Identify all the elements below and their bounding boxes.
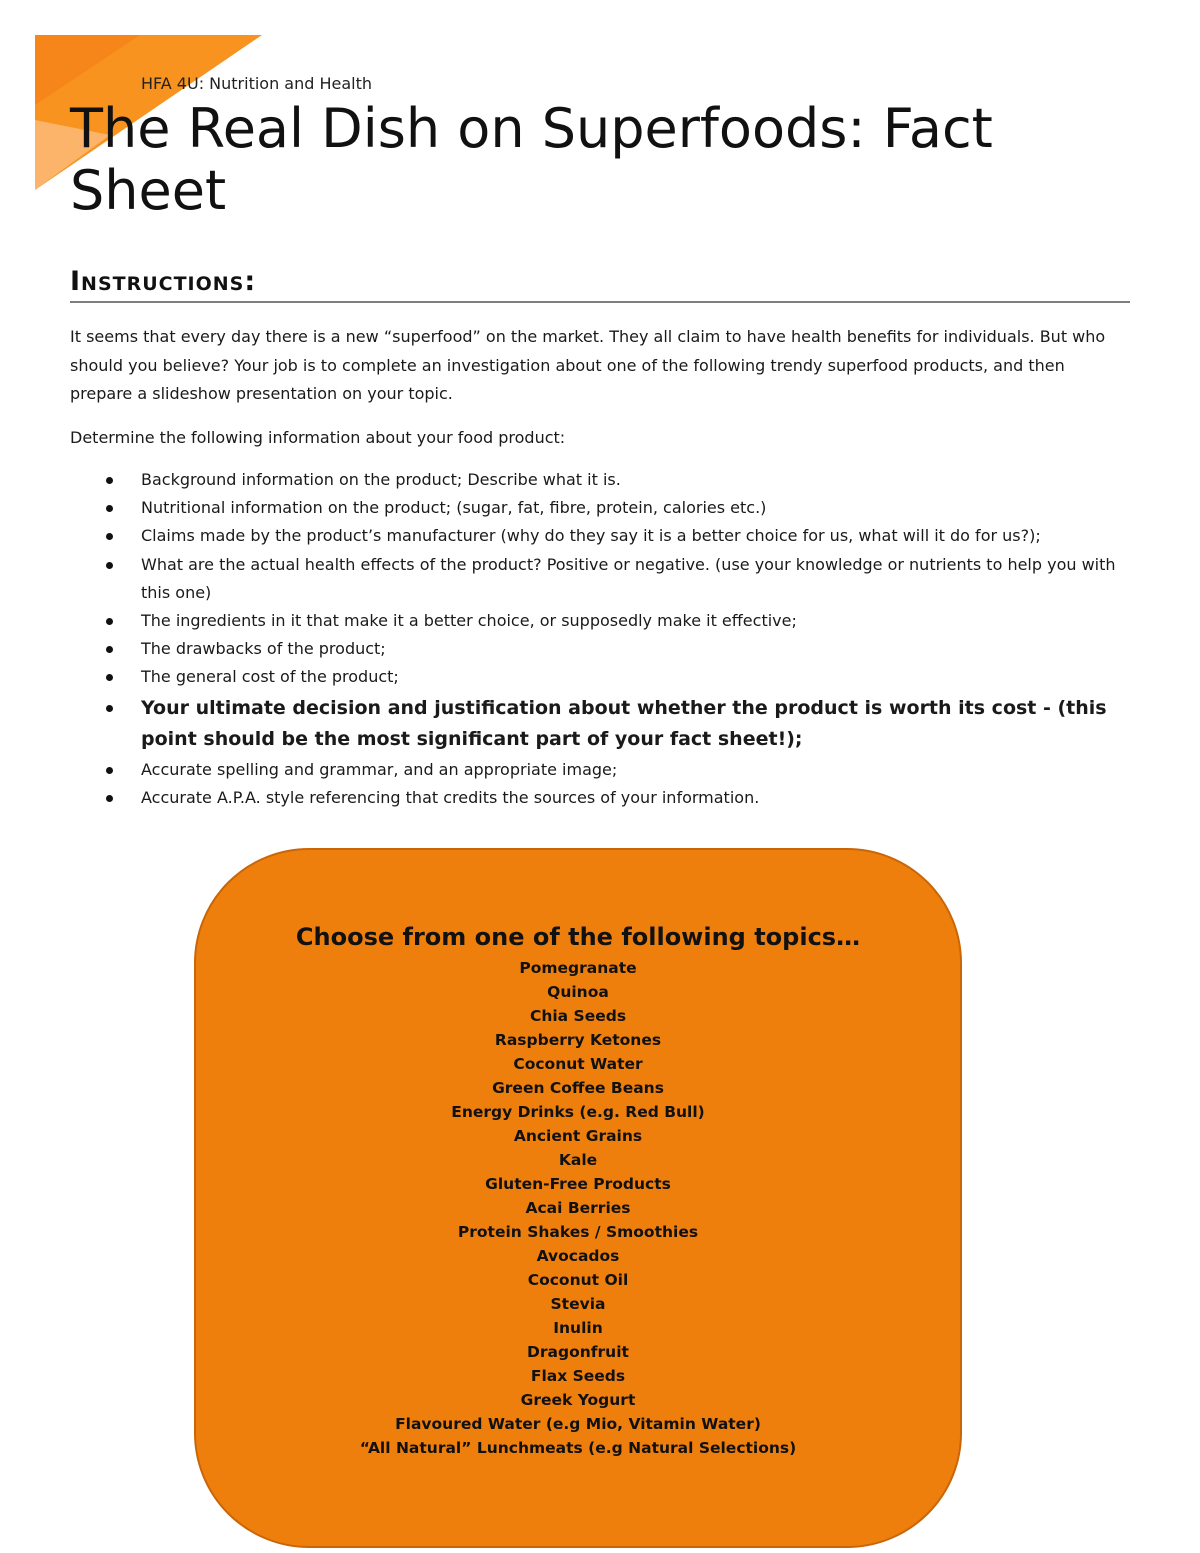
course-label: HFA 4U: Nutrition and Health	[141, 74, 373, 93]
requirements-list	[70, 466, 1130, 812]
list-item: Background information on the product; Describe what it is.	[70, 466, 1130, 494]
list-item: The ingredients in it that make it a better choice, or supposedly make it effective;	[70, 607, 1130, 635]
topic-item: Raspberry Ketones	[494, 1031, 662, 1049]
topic-item: Kale	[558, 1151, 598, 1169]
topics-list	[196, 956, 960, 1460]
topic-item: Quinoa	[547, 983, 609, 1001]
topic-item: Protein Shakes / Smoothies	[457, 1223, 699, 1241]
list-item: Accurate spelling and grammar, and an appropriate image;	[70, 756, 1130, 784]
topic-item: “All Natural” Lunchmeats (e.g Natural Selections)	[359, 1439, 797, 1457]
topic-item: Pomegranate	[519, 959, 637, 977]
topic-item: Coconut Water	[513, 1055, 643, 1073]
topic-item: Coconut Oil	[527, 1271, 629, 1289]
page-title: The Real Dish on Superfoods: Fact Sheet	[70, 97, 993, 222]
topic-item: Stevia	[550, 1295, 606, 1313]
topics-heading: Choose from one of the following topics…	[295, 923, 861, 951]
instructions-heading: Instructions:	[70, 266, 1130, 303]
topic-item: Inulin	[553, 1319, 603, 1337]
topics-box	[194, 848, 962, 1548]
topic-item: Ancient Grains	[513, 1127, 643, 1145]
list-item: Nutritional information on the product; (sugar, fat, fibre, protein, calories etc.)	[70, 494, 1130, 522]
instructions-intro: It seems that every day there is a new “superfood” on the market. They all claim to have health benefits for individuals. But who should you believe? Your job is to complete an investigation about one of the following trendy superfood products, and then prepare a slideshow presentation on your topic.	[70, 327, 1106, 403]
instructions-lead: Determine the following information about your food product:	[70, 428, 566, 447]
list-item: The drawbacks of the product;	[70, 635, 1130, 663]
topic-item: Chia Seeds	[529, 1007, 627, 1025]
list-item: Claims made by the product’s manufacturer (why do they say it is a better choice for us, what will it do for us?);	[70, 522, 1130, 550]
list-item-key-decision: Your ultimate decision and justification about whether the product is worth its cost - (this point should be the most significant part of your fact sheet!);	[70, 693, 1130, 755]
topic-item: Gluten-Free Products	[485, 1175, 671, 1193]
topic-item: Dragonfruit	[527, 1343, 629, 1361]
topic-item: Energy Drinks (e.g. Red Bull)	[451, 1103, 705, 1121]
list-item: Accurate A.P.A. style referencing that credits the sources of your information.	[70, 784, 1130, 812]
list-item: What are the actual health effects of the product? Positive or negative. (use your knowledge or nutrients to help you with this one)	[70, 551, 1130, 607]
topic-item: Green Coffee Beans	[492, 1079, 664, 1097]
topic-item: Avocados	[536, 1247, 620, 1265]
topic-item: Flavoured Water (e.g Mio, Vitamin Water)	[395, 1415, 761, 1433]
topic-item: Acai Berries	[525, 1199, 631, 1217]
list-item: The general cost of the product;	[70, 663, 1130, 691]
topic-item: Greek Yogurt	[520, 1391, 636, 1409]
topic-item: Flax Seeds	[530, 1367, 626, 1385]
